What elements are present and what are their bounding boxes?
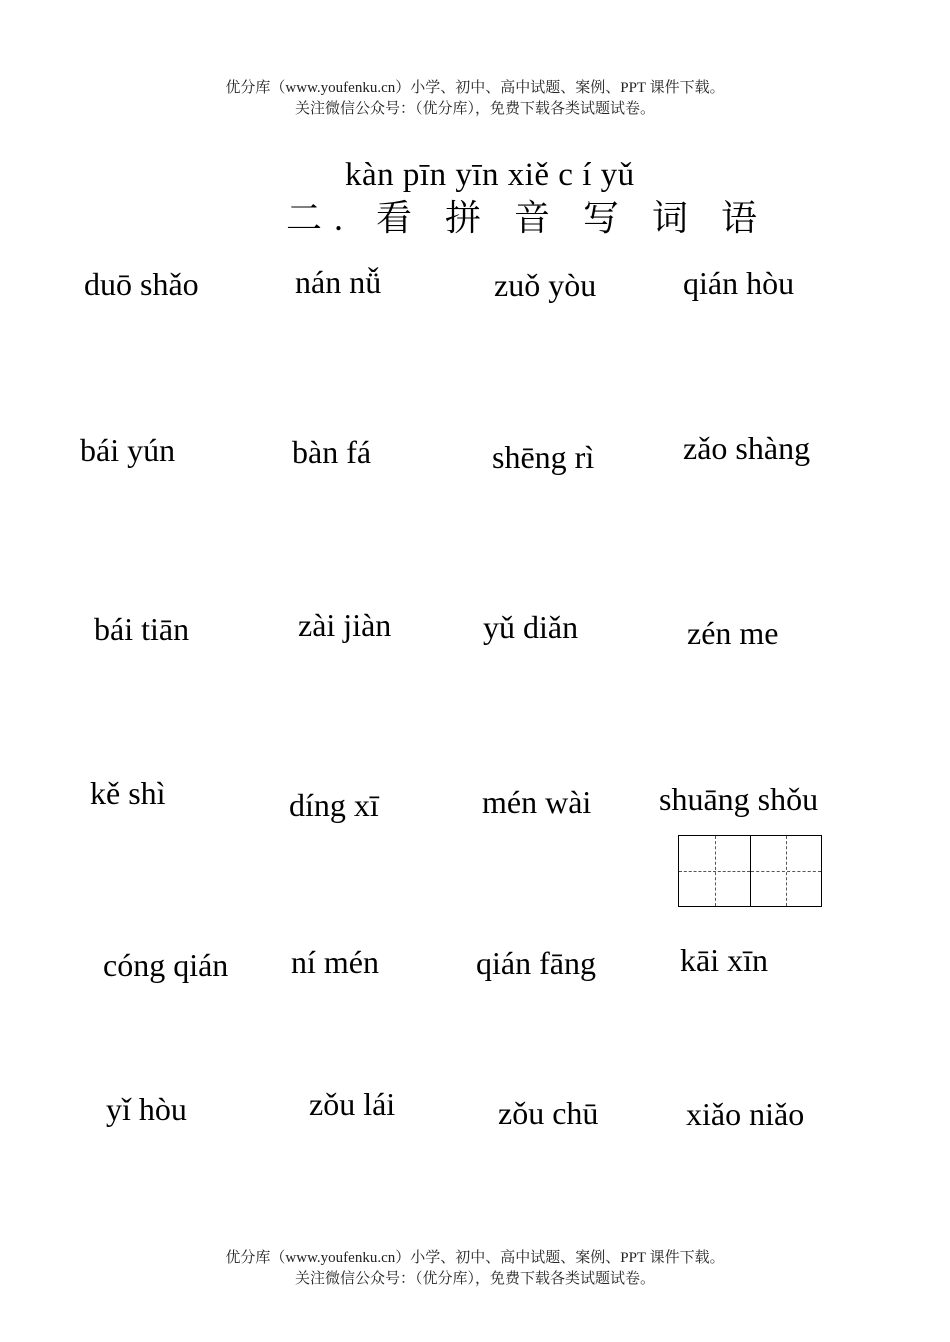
pinyin-item: xiǎo niǎo (686, 1096, 805, 1132)
pinyin-item: duō shǎo (84, 266, 199, 302)
pinyin-item: qián hòu (683, 265, 795, 301)
pinyin-item: zǒu chū (498, 1095, 599, 1131)
writing-grid (678, 835, 822, 907)
pinyin-item: zǎo shàng (683, 430, 811, 466)
writing-cell (750, 836, 821, 906)
pinyin-item: kāi xīn (680, 942, 768, 978)
pinyin-item: díng xī (289, 787, 379, 823)
pinyin-item: bái yún (80, 432, 176, 468)
title-chinese: 二. 看 拼 音 写 词 语 (286, 198, 770, 238)
pinyin-item: cóng qián (103, 947, 229, 983)
header-line-1: 优分库（www.youfenku.cn）小学、初中、高中试题、案例、PPT 课件下载。 (225, 80, 725, 96)
pinyin-item: kě shì (90, 775, 166, 811)
pinyin-item: yǔ diǎn (483, 609, 579, 645)
pinyin-item: zén me (687, 615, 779, 651)
pinyin-item: shēng rì (492, 439, 595, 475)
pinyin-item: bái tiān (94, 611, 190, 647)
footer-line-2: 关注微信公众号：（优分库），免费下载各类试题试卷。 (294, 1271, 655, 1287)
pinyin-item: ní mén (291, 944, 379, 980)
pinyin-item: mén wài (482, 784, 592, 820)
pinyin-item: yǐ hòu (106, 1091, 187, 1127)
pinyin-item: nán nǚ (295, 264, 382, 300)
footer-line-1: 优分库（www.youfenku.cn）小学、初中、高中试题、案例、PPT 课件下载。 (225, 1250, 725, 1266)
pinyin-item: qián fāng (476, 945, 596, 981)
pinyin-item: zuǒ yòu (494, 267, 597, 303)
header-line-2: 关注微信公众号：（优分库），免费下载各类试题试卷。 (294, 101, 655, 117)
writing-cell (679, 836, 750, 906)
pinyin-item: bàn fá (292, 434, 372, 470)
pinyin-item: zài jiàn (298, 607, 392, 643)
pinyin-item: shuāng shǒu (659, 781, 819, 817)
title-pinyin: kàn pīn yīn xiě c í yǔ (345, 157, 635, 193)
pinyin-item: zǒu lái (309, 1086, 396, 1122)
